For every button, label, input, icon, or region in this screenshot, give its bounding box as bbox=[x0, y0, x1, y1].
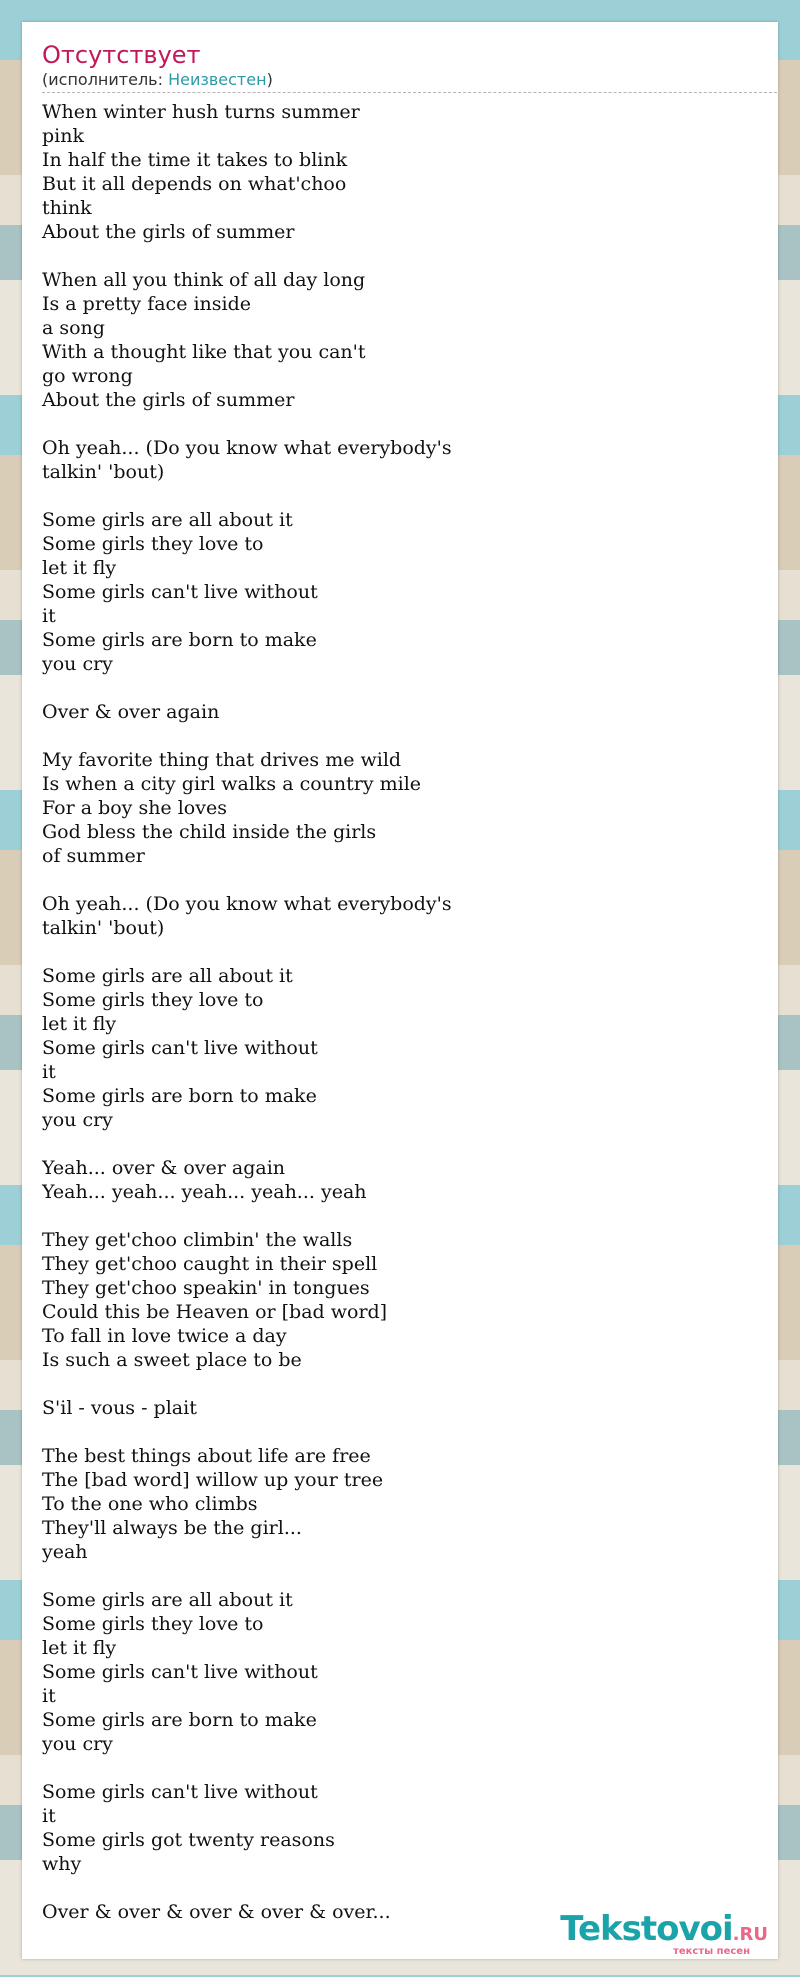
lyric-line: Some girls are born to make bbox=[42, 1709, 317, 1731]
lyric-line: Yeah... over & over again bbox=[42, 1157, 286, 1179]
lyric-blank-line bbox=[42, 244, 742, 268]
lyric-blank-line bbox=[42, 1132, 742, 1156]
lyric-line: When winter hush turns summer bbox=[42, 101, 360, 123]
artist-line bbox=[42, 70, 777, 93]
lyric-line: Is when a city girl walks a country mile bbox=[42, 773, 422, 795]
site-logo[interactable] bbox=[548, 1909, 768, 1957]
lyric-line: God bless the child inside the girls bbox=[42, 821, 377, 843]
lyric-line: of summer bbox=[42, 845, 145, 867]
lyric-line: They'll always be the girl... bbox=[42, 1517, 302, 1539]
lyric-line: They get'choo caught in their spell bbox=[42, 1253, 378, 1275]
lyric-line: let it fly bbox=[42, 557, 117, 579]
lyric-line: They get'choo climbin' the walls bbox=[42, 1229, 353, 1251]
lyric-line: you cry bbox=[42, 653, 113, 675]
lyric-line: you cry bbox=[42, 1109, 113, 1131]
lyric-line: it bbox=[42, 605, 56, 627]
lyric-line: When all you think of all day long bbox=[42, 269, 366, 291]
logo-tagline: тексты песен bbox=[673, 1946, 750, 1957]
lyrics-body bbox=[42, 100, 742, 1924]
lyric-blank-line bbox=[42, 484, 742, 508]
lyric-line: Some girls they love to bbox=[42, 989, 264, 1011]
logo-tld: .RU bbox=[732, 1924, 768, 1945]
lyric-line: Some girls can't live without bbox=[42, 1037, 318, 1059]
lyric-line: About the girls of summer bbox=[42, 389, 295, 411]
song-title: Отсутствует bbox=[42, 41, 201, 69]
lyric-line: With a thought like that you can't bbox=[42, 341, 366, 363]
lyric-line: The best things about life are free bbox=[42, 1445, 371, 1467]
lyric-blank-line bbox=[42, 940, 742, 964]
lyric-line: To the one who climbs bbox=[42, 1493, 258, 1515]
lyric-blank-line bbox=[42, 1876, 742, 1900]
lyric-line: Oh yeah... (Do you know what everybody's bbox=[42, 437, 452, 459]
lyric-line: talkin' 'bout) bbox=[42, 461, 165, 483]
lyric-line: yeah bbox=[42, 1541, 88, 1563]
lyric-line: why bbox=[42, 1853, 82, 1875]
lyric-line: Is such a sweet place to be bbox=[42, 1349, 302, 1371]
lyric-blank-line bbox=[42, 676, 742, 700]
lyric-blank-line bbox=[42, 412, 742, 436]
lyric-line: To fall in love twice a day bbox=[42, 1325, 287, 1347]
lyric-line: Some girls are born to make bbox=[42, 1085, 317, 1107]
lyric-blank-line bbox=[42, 1372, 742, 1396]
lyric-line: But it all depends on what'choo bbox=[42, 173, 347, 195]
lyric-line: it bbox=[42, 1805, 56, 1827]
logo-name: Tekstovoi bbox=[560, 1909, 733, 1949]
lyric-line: Over & over & over & over & over... bbox=[42, 1901, 391, 1923]
artist-prefix: (исполнитель: bbox=[42, 70, 169, 89]
lyric-line: In half the time it takes to blink bbox=[42, 149, 348, 171]
lyric-line: Over & over again bbox=[42, 701, 220, 723]
lyric-line: let it fly bbox=[42, 1637, 117, 1659]
artist-link[interactable]: Неизвестен bbox=[168, 70, 267, 89]
lyric-line: Some girls are all about it bbox=[42, 509, 293, 531]
lyrics-card bbox=[22, 22, 778, 1959]
lyric-blank-line bbox=[42, 1420, 742, 1444]
lyric-line: think bbox=[42, 197, 92, 219]
lyric-blank-line bbox=[42, 868, 742, 892]
lyric-blank-line bbox=[42, 1204, 742, 1228]
lyric-line: Some girls are all about it bbox=[42, 1589, 293, 1611]
lyric-line: Yeah... yeah... yeah... yeah... yeah bbox=[42, 1181, 367, 1203]
lyric-line: it bbox=[42, 1685, 56, 1707]
lyric-line: Some girls are all about it bbox=[42, 965, 293, 987]
lyric-line: Could this be Heaven or [bad word] bbox=[42, 1301, 388, 1323]
artist-suffix: ) bbox=[266, 70, 273, 89]
lyric-blank-line bbox=[42, 1564, 742, 1588]
lyric-line: Some girls can't live without bbox=[42, 1781, 318, 1803]
lyric-line: Some girls can't live without bbox=[42, 581, 318, 603]
lyric-blank-line bbox=[42, 724, 742, 748]
lyric-line: Some girls are born to make bbox=[42, 629, 317, 651]
lyric-line: My favorite thing that drives me wild bbox=[42, 749, 402, 771]
lyric-line: The [bad word] willow up your tree bbox=[42, 1469, 384, 1491]
lyric-line: About the girls of summer bbox=[42, 221, 295, 243]
lyric-line: let it fly bbox=[42, 1013, 117, 1035]
lyric-line: Oh yeah... (Do you know what everybody's bbox=[42, 893, 452, 915]
lyric-line: go wrong bbox=[42, 365, 133, 387]
lyric-line: Is a pretty face inside bbox=[42, 293, 252, 315]
lyric-line: it bbox=[42, 1061, 56, 1083]
lyric-line: you cry bbox=[42, 1733, 113, 1755]
lyric-line: Some girls got twenty reasons bbox=[42, 1829, 335, 1851]
lyric-line: Some girls can't live without bbox=[42, 1661, 318, 1683]
lyric-line: a song bbox=[42, 317, 105, 339]
lyric-line: S'il - vous - plait bbox=[42, 1397, 197, 1419]
lyric-line: For a boy she loves bbox=[42, 797, 227, 819]
lyric-line: Some girls they love to bbox=[42, 1613, 264, 1635]
lyric-line: They get'choo speakin' in tongues bbox=[42, 1277, 370, 1299]
lyric-line: pink bbox=[42, 125, 84, 147]
lyric-line: talkin' 'bout) bbox=[42, 917, 165, 939]
lyric-blank-line bbox=[42, 1756, 742, 1780]
lyric-line: Some girls they love to bbox=[42, 533, 264, 555]
